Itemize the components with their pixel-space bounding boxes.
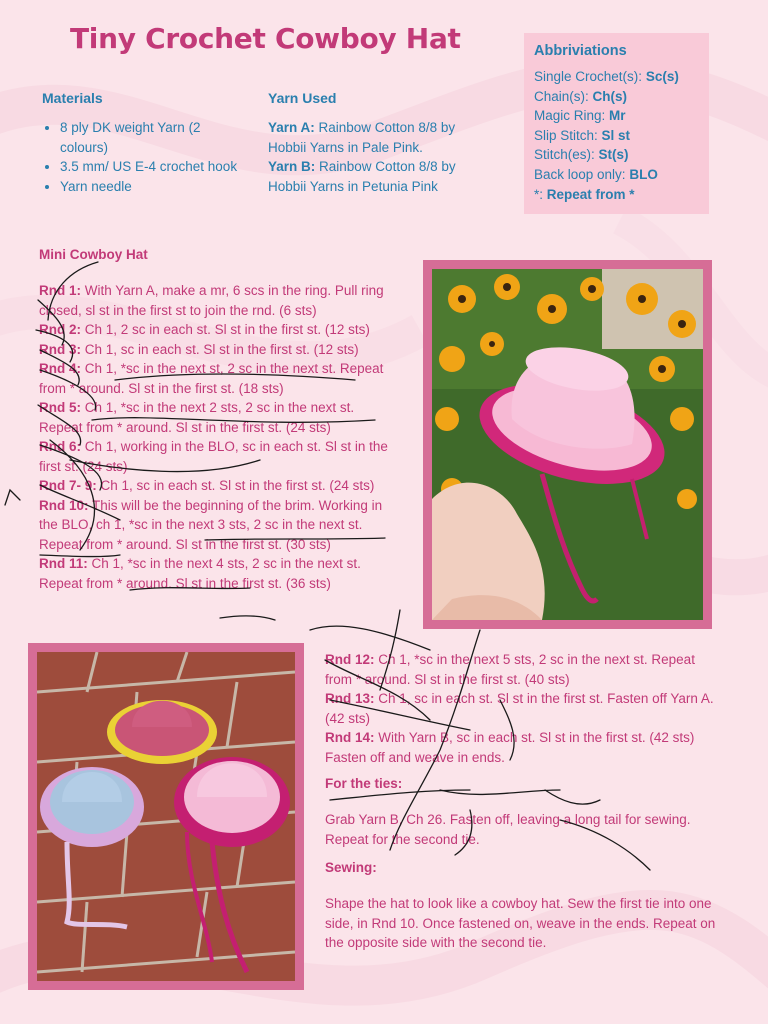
abbreviation-row [534,185,699,205]
round-label: Rnd 4: [39,361,81,376]
yarn-used-section [268,90,493,196]
round-label: Rnd 10: [39,497,89,513]
round-text: This will be the beginning of the brim. Working in the BLO, ch 1, *sc in the next 3 sts, 2 sc in the next st. Repeat from * around. Sl st in the first st. (30 sts) [39,497,383,552]
photo-hat-in-hand [432,269,703,620]
three-hats-image [37,652,295,981]
round-text: Ch 1, sc in each st. Sl st in the first st. (24 sts) [100,478,375,493]
abbreviation-code: Sc(s) [645,69,679,84]
list-item: • 8 ply DK weight Yarn (2 colours) [60,118,242,157]
round-label: Rnd 3: [39,341,81,357]
page-title: Tiny Crochet Cowboy Hat [70,22,461,55]
abbreviation-term: Slip Stitch: [534,127,598,143]
yarn-used-heading: Yarn Used [268,90,337,106]
round-label: Rnd 7- 9: [39,478,97,493]
abbreviation-row [534,67,699,87]
materials-list [42,118,242,196]
abbreviations-heading: Abbriviations [534,43,627,59]
round-entry [39,320,389,340]
abbreviation-row [534,145,699,165]
round-text: Ch 1, *sc in the next 2 sts, 2 sc in the next st. Repeat from * around. Sl st in the first st. (24 sts) [39,400,355,435]
photo-three-hats [37,652,295,981]
round-label: Rnd 13: [325,691,375,706]
round-label: Rnd 2: [39,322,81,337]
round-entry [39,281,389,320]
yarn-a-label: Yarn A: [268,120,315,135]
abbreviation-term: Single Crochet(s): [534,69,643,84]
abbreviation-row [534,106,699,126]
round-label: Rnd 14: [325,730,375,745]
round-entry [325,728,725,767]
round-label: Rnd 5: [39,400,81,415]
abbreviation-term: Chain(s): [534,88,589,104]
yarn-a-entry [268,118,493,157]
round-text: Ch 1, *sc in the next 4 sts, 2 sc in the next st. Repeat from * around. Sl st in the first st. (36 sts) [39,556,361,591]
round-entry [39,437,389,476]
round-entry [39,476,389,496]
abbreviation-term: Stitch(es): [534,147,595,163]
ties-heading: For the ties: [325,776,403,791]
abbreviation-term: *: [534,186,544,202]
rounds-list-right [325,650,725,767]
abbreviation-code: Ch(s) [592,88,628,104]
round-text: Ch 1, working in the BLO, sc in each st. Sl st in the first st. (24 sts) [39,439,388,474]
abbreviation-term: Back loop only: [534,166,626,182]
sewing-heading: Sewing: [325,860,377,875]
abbreviation-code: Repeat from * [546,186,635,202]
round-text: Ch 1, sc in each st. Sl st in the first st. Fasten off Yarn A. (42 sts) [325,691,714,726]
yarn-b-entry [268,157,493,196]
round-entry [39,496,389,555]
abbreviation-code: Mr [609,108,626,124]
materials-section [42,90,242,196]
round-label: Rnd 12: [325,652,375,667]
round-entry [39,398,389,437]
round-text: With Yarn B, sc in each st. Sl st in the first st. (42 sts) Fasten off and weave in ends. [325,730,695,765]
materials-heading: Materials [42,90,103,106]
round-label: Rnd 1: [39,283,81,298]
abbreviation-code: BLO [629,166,658,182]
abbreviation-code: Sl st [601,127,631,143]
round-text: Ch 1, sc in each st. Sl st in the first st. (12 sts) [84,341,359,357]
hat-in-hand-image [432,269,703,620]
sewing-text: Shape the hat to look like a cowboy hat. Sew the first tie into one side, in Rnd 10. Once fastened on, weave in the ends. Repeat on the opposite side with the second tie. [325,896,716,950]
list-item: • Yarn needle [60,177,242,197]
yarn-b-text: Rainbow Cotton 8/8 by Hobbii Yarns in Petunia Pink [268,159,456,194]
yarn-b-label: Yarn B: [268,159,316,174]
round-entry [325,650,725,689]
pattern-left-column [39,247,389,593]
yarn-a-text: Rainbow Cotton 8/8 by Hobbii Yarns in Pale Pink. [268,120,456,155]
round-entry [39,359,389,398]
photo-three-hats-frame [28,643,304,990]
pattern-right-column [325,650,725,953]
round-label: Rnd 11: [39,556,88,571]
abbreviation-row [534,126,699,146]
rounds-list-left [39,281,389,593]
abbreviation-term: Magic Ring: [534,108,606,124]
round-entry [39,554,389,593]
round-text: With Yarn A, make a mr, 6 scs in the ring. Pull ring closed, sl st in the first st to join the rnd. (6 sts) [39,283,384,318]
pattern-heading: Mini Cowboy Hat [39,247,148,262]
round-entry [325,689,725,728]
abbreviations-box [524,33,709,214]
abbreviation-code: St(s) [598,147,629,163]
abbreviation-row [534,165,699,185]
abbreviation-row [534,87,699,107]
round-label: Rnd 6: [39,439,81,454]
list-item: • 3.5 mm/ US E-4 crochet hook [60,157,242,177]
round-entry [39,340,389,360]
round-text: Ch 1, *sc in the next st, 2 sc in the next st. Repeat from * around. Sl st in the first st. (18 sts) [39,361,384,396]
round-text: Ch 1, *sc in the next 5 sts, 2 sc in the next st. Repeat from * around. Sl st in the first st. (40 sts) [325,652,695,687]
round-text: Ch 1, 2 sc in each st. Sl st in the first st. (12 sts) [84,322,370,337]
photo-hat-in-hand-frame [423,260,712,629]
ties-text: Grab Yarn B, Ch 26. Fasten off, leaving a long tail for sewing. Repeat for the second tie. [325,812,691,847]
